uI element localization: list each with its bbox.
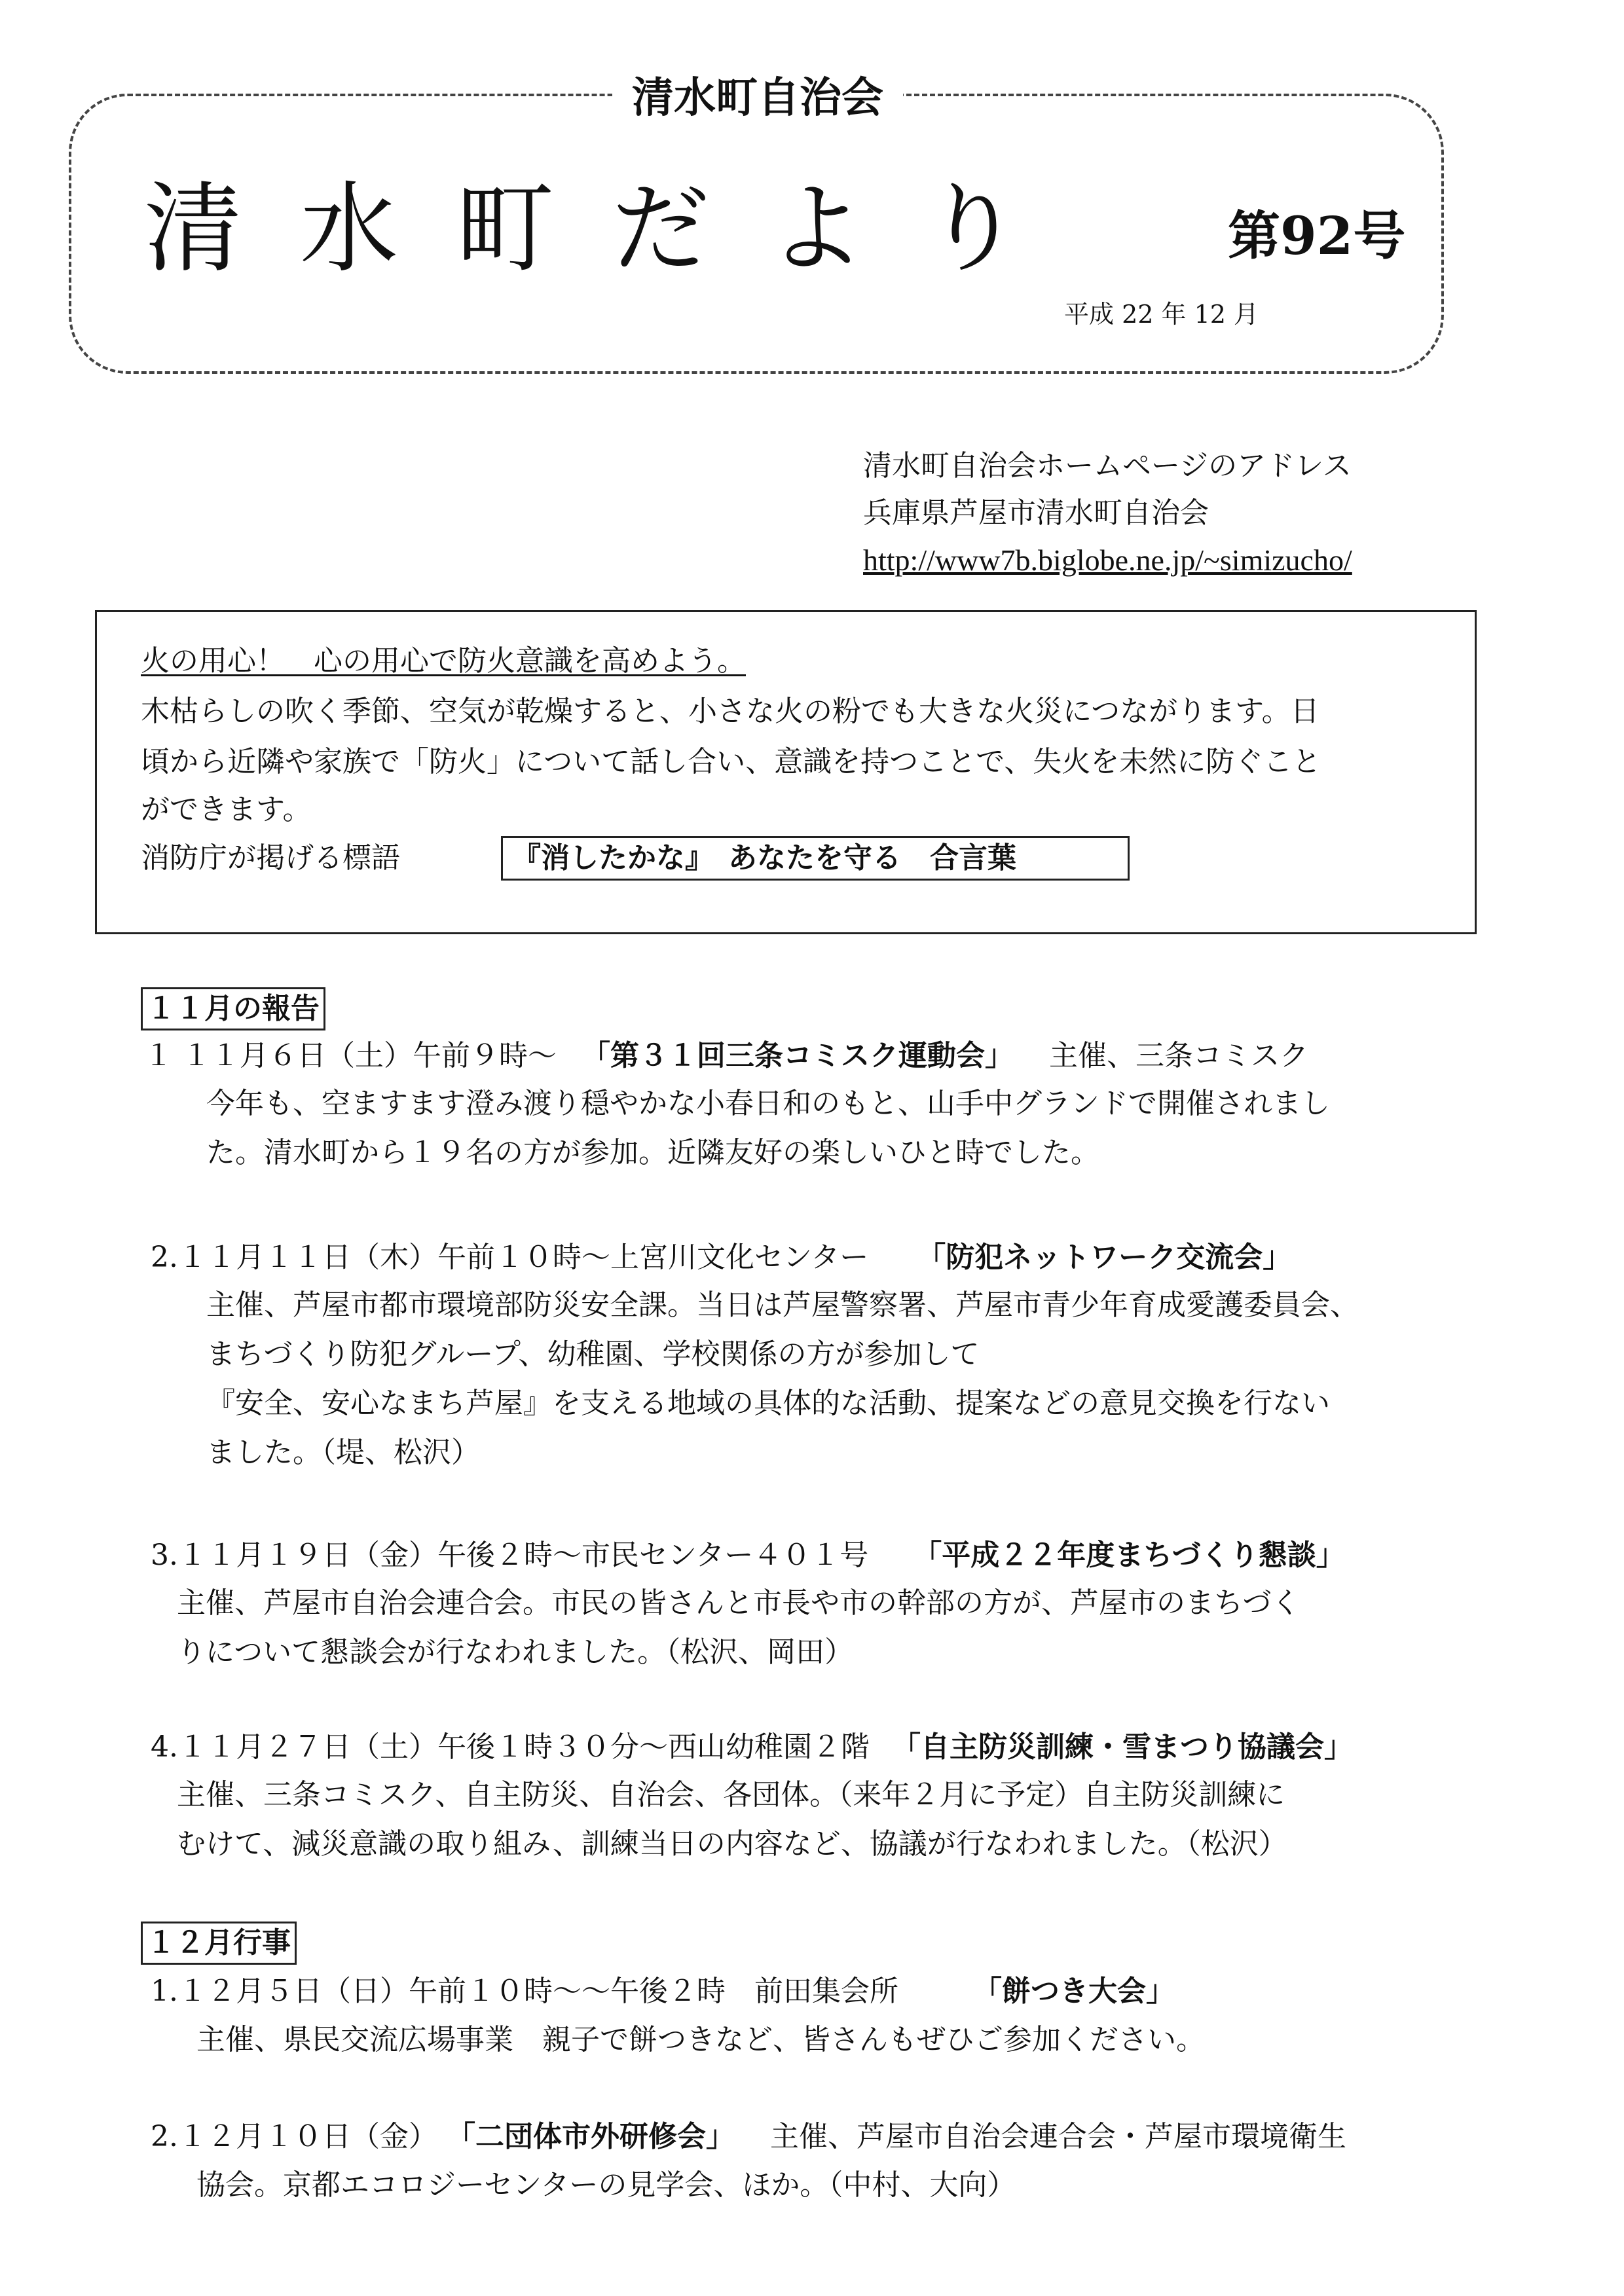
notice-body-line: 頃から近隣や家族で「防火」について話し合い、意識を持つことで、失火を未然に防ぐこと <box>141 745 1321 778</box>
section-heading-november: １１月の報告 <box>141 987 325 1030</box>
newsletter-title: 清水町だより <box>144 172 1080 286</box>
item-event: 「平成２２年度まちづくり懇談」 <box>913 1539 1345 1572</box>
report-item-line: ました。（堤、松沢） <box>206 1436 480 1469</box>
report-item-line: 主催、芦屋市都市環境部防災安全課。当日は芦屋警察署、芦屋市青少年育成愛護委員会、 <box>206 1288 1359 1322</box>
issue-date: 平成 22 年 12 月 <box>1064 300 1259 329</box>
item-event: 「第３１回三条コミスク運動会」 <box>581 1039 1014 1072</box>
homepage-org: 兵庫県芦屋市清水町自治会 <box>863 496 1209 530</box>
item-date: 2.１１月１１日（木）午前１０時～上宮川文化センター <box>151 1241 869 1274</box>
item-date: 2.１２月１０日（金） <box>151 2120 437 2153</box>
item-organizer: 主催、三条コミスク <box>1049 1039 1308 1072</box>
report-item-line: りについて懇談会が行なわれました。（松沢、岡田） <box>177 1635 854 1669</box>
notice-body-line: 木枯らしの吹く季節、空気が乾燥すると、小さな火の粉でも大きな火災につながります。日 <box>141 695 1320 728</box>
item-date: 3.１１月１９日（金）午後２時～市民センター４０１号 <box>151 1539 869 1572</box>
item-date: １ １１月６日（土）午前９時～ <box>144 1039 557 1072</box>
report-item-line: 今年も、空ますます澄み渡り穏やかな小春日和のもと、山手中グランドで開催されまし <box>206 1087 1330 1120</box>
section-heading-december: １２月行事 <box>141 1922 297 1965</box>
event-item-line: 協会。京都エコロジーセンターの見学会、ほか。（中村、大向） <box>196 2168 1016 2202</box>
item-event: 「餅つき大会」 <box>972 1975 1175 2008</box>
event-item-line: 主催、県民交流広場事業 親子で餅つきなど、皆さんもぜひご参加ください。 <box>196 2023 1205 2056</box>
report-item-line: 主催、芦屋市自治会連合会。市民の皆さんと市長や市の幹部の方が、芦屋市のまちづく <box>177 1586 1301 1620</box>
report-item-head <box>151 1532 1345 1579</box>
item-organizer: 主催、芦屋市自治会連合会・芦屋市環境衛生 <box>769 2120 1346 2153</box>
slogan-box: 『消したかな』 あなたを守る 合言葉 <box>501 836 1130 881</box>
slogan-label: 消防庁が掲げる標語 <box>141 841 400 875</box>
event-item-head <box>151 1968 1175 2015</box>
organization-name: 清水町自治会 <box>612 72 903 124</box>
issue-number: 第92号 <box>1228 205 1406 266</box>
report-item-line: 主催、三条コミスク、自主防災、自治会、各団体。（来年２月に予定）自主防災訓練に <box>177 1778 1285 1812</box>
report-item-head <box>151 1724 1353 1771</box>
homepage-url-link[interactable]: http://www7b.biglobe.ne.jp/~simizucho/ <box>863 543 1352 577</box>
item-event: 「二団体市外研修会」 <box>446 2120 735 2153</box>
event-item-head <box>151 2113 1346 2160</box>
report-item-line: まちづくり防犯グループ、幼稚園、学校関係の方が参加して <box>206 1338 980 1371</box>
homepage-caption: 清水町自治会ホームページのアドレス <box>863 449 1352 483</box>
notice-heading: 火の用心！ 心の用心で防火意識を高めよう。 <box>141 644 746 678</box>
report-item-head <box>151 1234 1291 1281</box>
item-date: 1.１２月５日（日）午前１０時～～午後２時 前田集会所 <box>151 1975 898 2008</box>
report-item-line: た。清水町から１９名の方が参加。近隣友好の楽しいひと時でした。 <box>206 1136 1099 1169</box>
report-item-head <box>144 1032 1308 1080</box>
notice-body-line: ができます。 <box>141 793 312 826</box>
item-event: 「自主防災訓練・雪まつり協議会」 <box>891 1730 1353 1764</box>
report-item-line: 『安全、安心なまち芦屋』を支える地域の具体的な活動、提案などの意見交換を行ない <box>206 1387 1330 1420</box>
item-event: 「防犯ネットワーク交流会」 <box>917 1241 1292 1274</box>
report-item-line: むけて、減災意識の取り組み、訓練当日の内容など、協議が行なわれました。（松沢） <box>177 1827 1287 1861</box>
item-date: 4.１１月２７日（土）午後１時３０分～西山幼稚園２階 <box>151 1730 870 1764</box>
